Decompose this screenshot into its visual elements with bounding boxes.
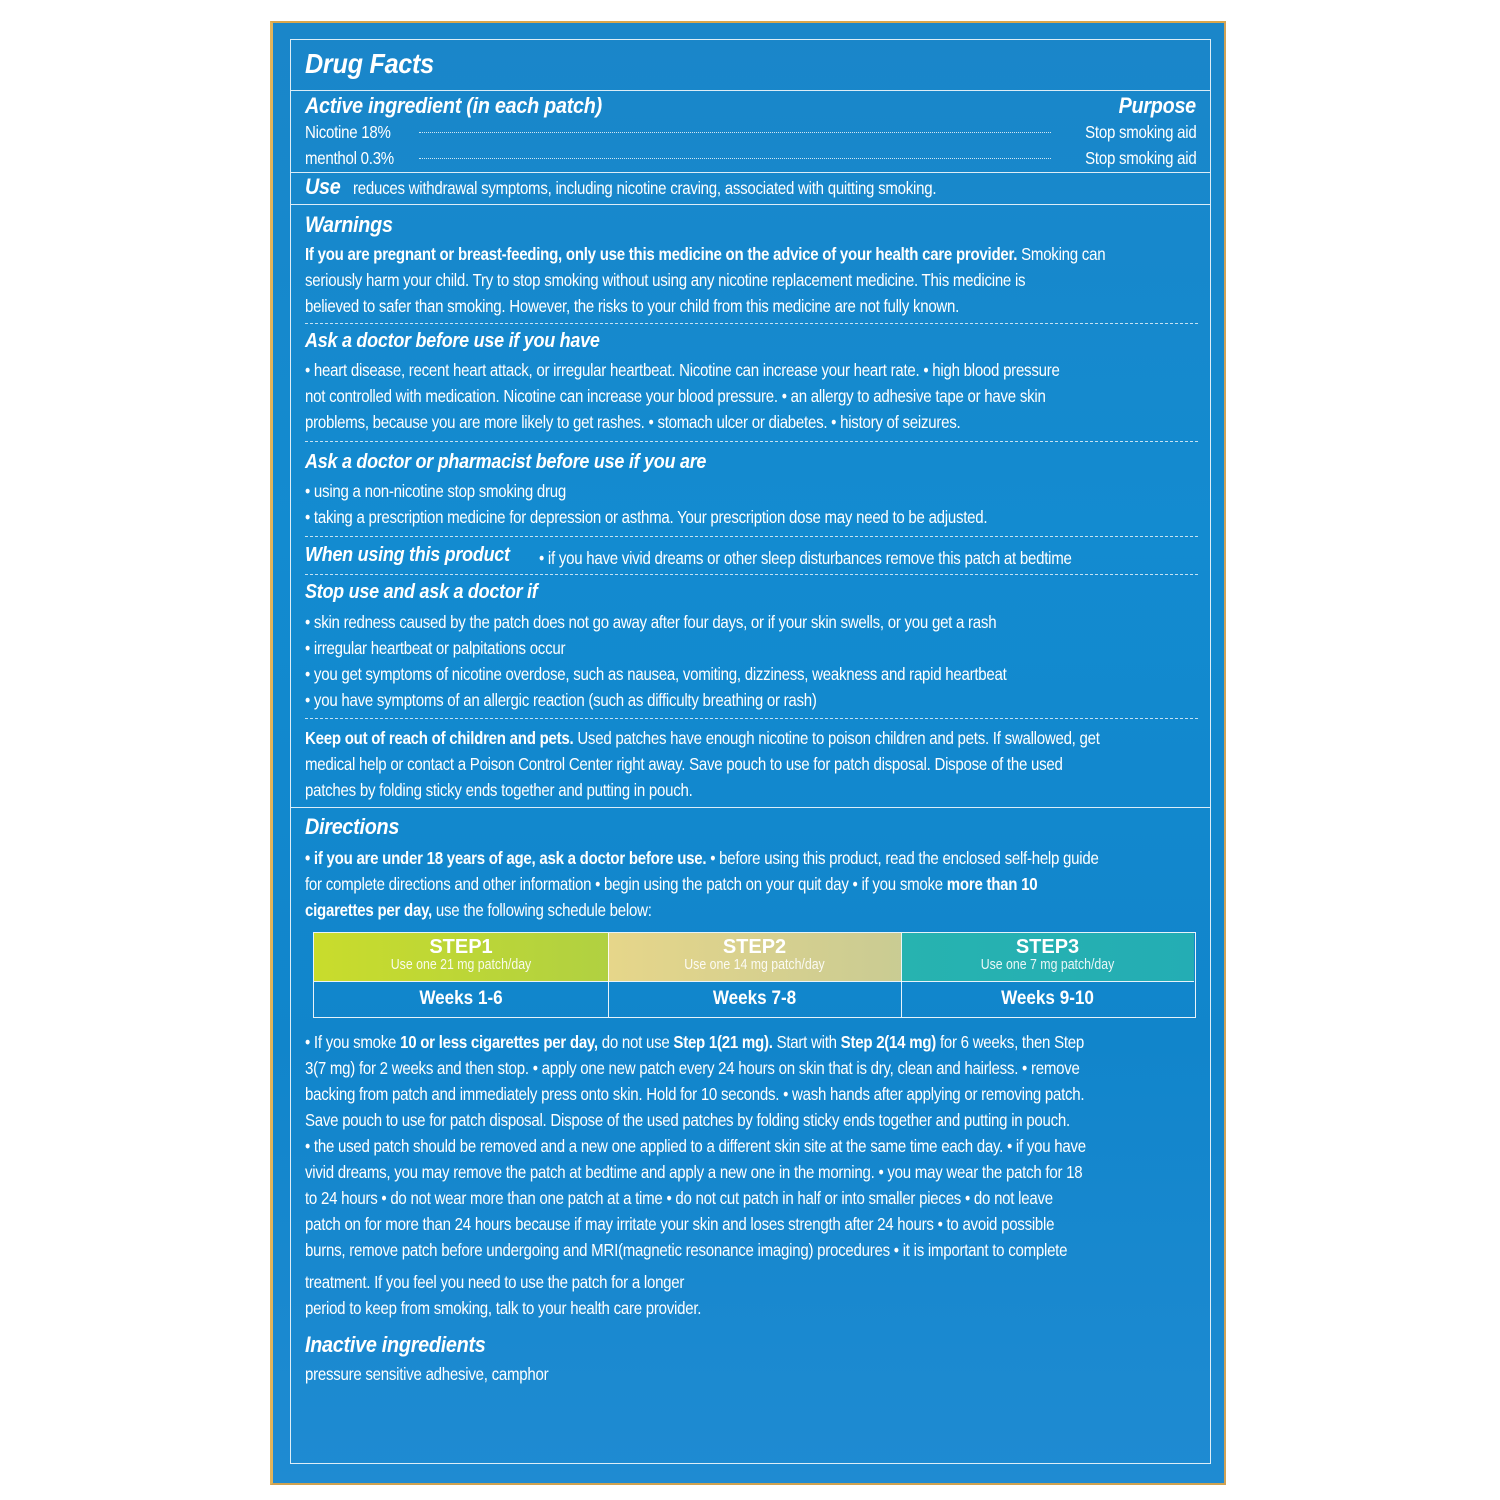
dosage-schedule-table (313, 932, 1196, 1018)
title-divider (291, 90, 1210, 91)
directions-text: use the following schedule below: (435, 900, 652, 920)
active-ingredient-name: menthol 0.3% (305, 148, 394, 168)
step2-cell (608, 933, 901, 981)
keep-out-text: Used patches have enough nicotine to poison children and pets. If swallowed, get (577, 728, 1100, 748)
dashed-divider (305, 536, 1198, 537)
ask-doctor-heading: Ask a doctor before use if you have (305, 330, 600, 352)
stop-use-heading: Stop use and ask a doctor if (305, 581, 538, 603)
step-dose: Use one 21 mg patch/day (390, 957, 532, 973)
ask-pharmacist-line: • taking a prescription medicine for depression or asthma. Your prescription dose may need to be adjusted. (305, 507, 988, 527)
directions-text: for complete directions and other information • begin using the patch on your quit day • if you smoke (305, 874, 943, 894)
directions-bold: 10 or less cigarettes per day, (400, 1032, 598, 1052)
directions-text: do not use (601, 1032, 670, 1052)
stop-use-line: • you have symptoms of an allergic reaction (such as difficulty breathing or rash) (305, 690, 817, 710)
drug-facts-title: Drug Facts (305, 48, 434, 79)
stop-use-line: • you get symptoms of nicotine overdose, such as nausea, vomiting, dizziness, weakness and rapid heartbeat (305, 664, 1007, 684)
use-text: reduces withdrawal symptoms, including nicotine craving, associated with quitting smoking. (353, 178, 937, 198)
directions-line: 3(7 mg) for 2 weeks and then stop. • apply one new patch every 24 hours on skin that is dry, clean and hairless. • remove (305, 1058, 1080, 1078)
active-ingredient-purpose: Stop smoking aid (1084, 122, 1196, 142)
directions-bold: • if you are under 18 years of age, ask a doctor before use. (305, 848, 707, 868)
pregnancy-warning-line: seriously harm your child. Try to stop smoking without using any nicotine replacement medicine. This medicine is (305, 270, 1026, 290)
ask-doctor-line: • heart disease, recent heart attack, or irregular heartbeat. Nicotine can increase your heart rate. • high blood pressure (305, 360, 1060, 380)
directions-text: • If you smoke (305, 1032, 397, 1052)
weeks-label: Weeks 9-10 (1001, 988, 1094, 1009)
directions-text: • before using this product, read the enclosed self-help guide (710, 848, 1099, 868)
directions-line: burns, remove patch before undergoing and MRI(magnetic resonance imaging) procedures • it is important to complete (305, 1240, 1068, 1260)
directions-line (305, 874, 1037, 895)
pregnancy-warning-text: Smoking can (1021, 244, 1106, 264)
step-label: STEP1 (429, 936, 493, 958)
pregnancy-warning-line (305, 244, 1105, 265)
drug-facts-panel (270, 21, 1226, 1485)
dashed-divider (305, 323, 1198, 324)
weeks-cell (314, 981, 608, 1017)
warnings-divider (291, 807, 1210, 808)
directions-line: • the used patch should be removed and a new one applied to a different skin site at the same time each day. • if you have (305, 1136, 1086, 1156)
use-heading: Use (305, 174, 341, 199)
step3-cell (901, 933, 1194, 981)
dashed-divider (305, 574, 1198, 575)
ask-doctor-line: not controlled with medication. Nicotine can increase your blood pressure. • an allergy to adhesive tape or have skin (305, 386, 1046, 406)
directions-line (305, 900, 652, 921)
directions-line: to 24 hours • do not wear more than one patch at a time • do not cut patch in half or into smaller pieces • do not leave (305, 1188, 1053, 1208)
ask-pharmacist-heading: Ask a doctor or pharmacist before use if you are (305, 451, 707, 473)
directions-bold: Step 2(14 mg) (840, 1032, 937, 1052)
directions-line: vivid dreams, you may remove the patch at bedtime and apply a new one in the morning. • you may wear the patch for 18 (305, 1162, 1083, 1182)
leader-dots (419, 132, 1051, 133)
pregnancy-warning-bold: If you are pregnant or breast-feeding, only use this medicine on the advice of your health care provider. (305, 244, 1018, 264)
weeks-label: Weeks 1-6 (419, 988, 503, 1009)
step-dose: Use one 14 mg patch/day (684, 957, 825, 973)
dashed-divider (305, 718, 1198, 719)
active-ingredient-heading: Active ingredient (in each patch) (305, 93, 602, 118)
directions-line: treatment. If you feel you need to use the patch for a longer (305, 1272, 685, 1292)
step1-cell (314, 933, 608, 981)
directions-line: patch on for more than 24 hours because if may irritate your skin and loses strength after 24 hours • to avoid possible (305, 1214, 1055, 1234)
directions-line: period to keep from smoking, talk to your health care provider. (305, 1298, 702, 1318)
drug-facts-frame (290, 39, 1211, 1464)
keep-out-line: medical help or contact a Poison Control Center right away. Save pouch to use for patch disposal. Dispose of the used (305, 754, 1063, 774)
weeks-label: Weeks 7-8 (712, 988, 797, 1009)
weeks-cell (901, 981, 1194, 1017)
keep-out-line: patches by folding sticky ends together and putting in pouch. (305, 780, 693, 800)
directions-line (305, 1032, 1084, 1053)
ask-pharmacist-line: • using a non-nicotine stop smoking drug (305, 481, 566, 501)
step-label: STEP3 (1015, 936, 1080, 958)
step-label: STEP2 (722, 936, 787, 958)
use-divider (291, 204, 1210, 205)
directions-text: for 6 weeks, then Step (939, 1032, 1085, 1052)
table-column-divider (901, 933, 902, 1017)
directions-heading: Directions (305, 814, 400, 839)
leader-dots (419, 158, 1051, 159)
keep-out-bold: Keep out of reach of children and pets. (305, 728, 574, 748)
purpose-heading: Purpose (1118, 93, 1196, 118)
directions-line: backing from patch and immediately press onto skin. Hold for 10 seconds. • wash hands after applying or removing patch. (305, 1084, 1085, 1104)
weeks-cell (608, 981, 901, 1017)
keep-out-line (305, 728, 1100, 749)
directions-line (305, 848, 1099, 869)
stop-use-line: • skin redness caused by the patch does not go away after four days, or if your skin swells, or you get a rash (305, 612, 997, 632)
directions-bold: cigarettes per day, (305, 900, 432, 920)
directions-bold: Step 1(21 mg). (673, 1032, 773, 1052)
dashed-divider (305, 441, 1198, 442)
active-ingredient-purpose: Stop smoking aid (1084, 148, 1196, 168)
directions-text: Start with (776, 1032, 837, 1052)
inactive-ingredients-text: pressure sensitive adhesive, camphor (305, 1364, 549, 1384)
when-using-text: • if you have vivid dreams or other sleep disturbances remove this patch at bedtime (539, 548, 1072, 568)
directions-line: Save pouch to use for patch disposal. Dispose of the used patches by folding sticky ends together and putting in pouch. (305, 1110, 1070, 1130)
inactive-ingredients-heading: Inactive ingredients (305, 1332, 486, 1357)
warnings-heading: Warnings (305, 212, 393, 237)
pregnancy-warning-line: believed to safer than smoking. However, the risks to your child from this medicine are not fully known. (305, 296, 960, 316)
active-divider (291, 172, 1210, 173)
step-dose: Use one 7 mg patch/day (980, 957, 1115, 973)
directions-bold: more than 10 (946, 874, 1038, 894)
when-using-heading: When using this product (305, 544, 510, 566)
active-ingredient-name: Nicotine 18% (305, 122, 391, 142)
table-column-divider (608, 933, 609, 1017)
ask-doctor-line: problems, because you are more likely to get rashes. • stomach ulcer or diabetes. • history of seizures. (305, 412, 961, 432)
stop-use-line: • irregular heartbeat or palpitations occur (305, 638, 566, 658)
